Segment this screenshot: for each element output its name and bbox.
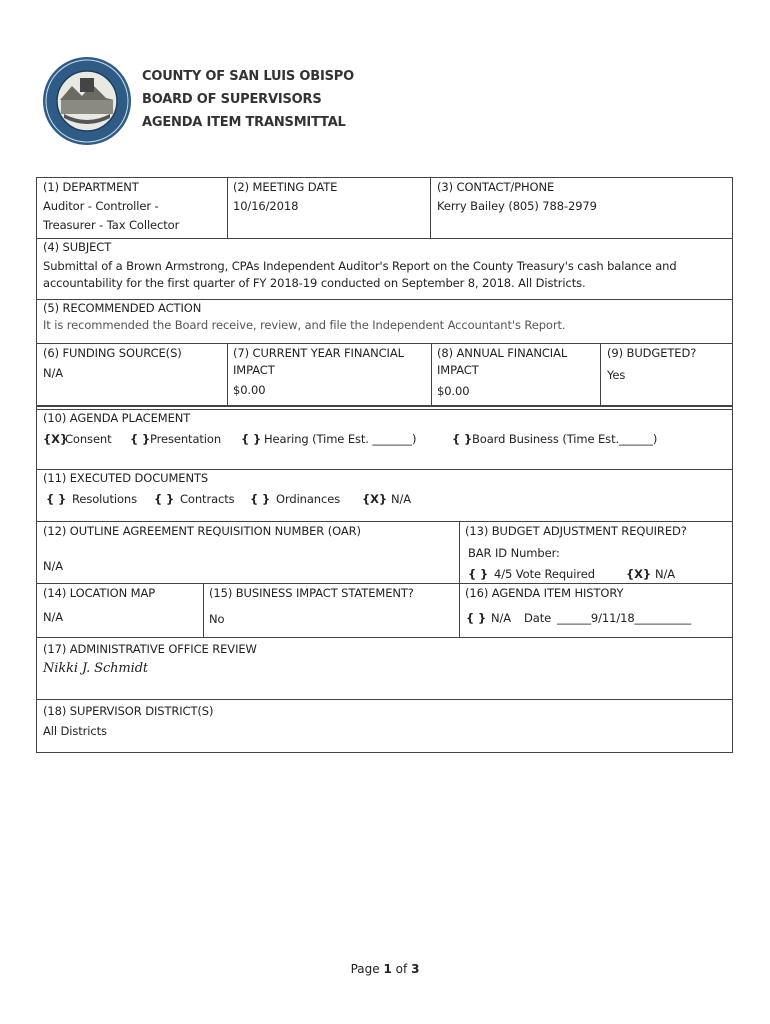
executed-documents-label: (11) EXECUTED DOCUMENTS xyxy=(43,471,209,485)
contracts-checkbox[interactable]: { } xyxy=(154,492,175,506)
vote-required-checkbox[interactable]: { } xyxy=(468,567,489,581)
current-year-impact-value: $0.00 xyxy=(233,383,266,397)
county-name: COUNTY OF SAN LUIS OBISPO xyxy=(142,69,354,84)
location-map-label: (14) LOCATION MAP xyxy=(43,586,156,600)
budgeted-value: Yes xyxy=(607,368,626,382)
subject-label: (4) SUBJECT xyxy=(43,240,112,254)
meeting-date-value: 10/16/2018 xyxy=(233,199,299,213)
resolutions-checkbox[interactable]: { } xyxy=(46,492,67,506)
presentation-checkbox[interactable]: { } xyxy=(130,432,151,446)
agenda-history-checkbox[interactable]: { } xyxy=(466,611,487,625)
department-label: (1) DEPARTMENT xyxy=(43,180,139,194)
bar-id-label: BAR ID Number: xyxy=(468,546,560,560)
annual-impact-value: $0.00 xyxy=(437,384,470,398)
annual-impact-label: (8) ANNUAL FINANCIAL xyxy=(437,346,568,360)
funding-source-label: (6) FUNDING SOURCE(S) xyxy=(43,346,182,360)
location-map-value: N/A xyxy=(43,610,64,624)
presentation-label: Presentation xyxy=(150,432,222,446)
ordinances-label: Ordinances xyxy=(276,492,341,506)
consent-checkbox[interactable]: {X} xyxy=(43,432,68,446)
agenda-placement-label: (10) AGENDA PLACEMENT xyxy=(43,411,191,425)
page-total: 3 xyxy=(411,962,420,976)
hearing-label: Hearing (Time Est. _______) xyxy=(264,432,417,446)
agenda-history-label: (16) AGENDA ITEM HISTORY xyxy=(465,586,624,600)
resolutions-label: Resolutions xyxy=(72,492,137,506)
subject-line2: accountability for the first quarter of FY 2018-19 conducted on September 8, 2018. All Districts. xyxy=(43,276,586,290)
funding-source-value: N/A xyxy=(43,366,64,380)
ordinances-checkbox[interactable]: { } xyxy=(250,492,271,506)
admin-review-signature: Nikki J. Schmidt xyxy=(43,661,149,676)
contracts-label: Contracts xyxy=(180,492,235,506)
page-of: of xyxy=(395,962,408,976)
page-number: 1 xyxy=(383,962,392,976)
business-impact-value: No xyxy=(209,612,225,626)
business-impact-label: (15) BUSINESS IMPACT STATEMENT? xyxy=(209,586,414,600)
agenda-history-date-value: ______9/11/18__________ xyxy=(557,611,692,625)
page-prefix: Page xyxy=(350,962,380,976)
admin-review-label: (17) ADMINISTRATIVE OFFICE REVIEW xyxy=(43,642,257,656)
annual-impact-label-2: IMPACT xyxy=(437,363,479,377)
board-name: BOARD OF SUPERVISORS xyxy=(142,92,322,107)
board-business-checkbox[interactable]: { } xyxy=(452,432,473,446)
executed-na-checkbox[interactable]: {X} xyxy=(362,492,387,506)
document-title: AGENDA ITEM TRANSMITTAL xyxy=(142,115,346,130)
budgeted-label: (9) BUDGETED? xyxy=(607,346,697,360)
page-footer xyxy=(0,962,770,976)
county-seal xyxy=(42,56,132,146)
department-value-line1: Auditor - Controller - xyxy=(43,199,159,213)
contact-value: Kerry Bailey (805) 788-2979 xyxy=(437,199,597,213)
consent-label: Consent xyxy=(65,432,112,446)
contact-label: (3) CONTACT/PHONE xyxy=(437,180,555,194)
agenda-history-na: N/A xyxy=(491,611,512,625)
department-value-line2: Treasurer - Tax Collector xyxy=(43,218,180,232)
supervisor-districts-label: (18) SUPERVISOR DISTRICT(S) xyxy=(43,704,214,718)
recommended-action-label: (5) RECOMMENDED ACTION xyxy=(43,301,202,315)
executed-na-label: N/A xyxy=(391,492,412,506)
vote-required-label: 4/5 Vote Required xyxy=(494,567,595,581)
board-business-label: Board Business (Time Est.______) xyxy=(472,432,658,446)
meeting-date-label: (2) MEETING DATE xyxy=(233,180,338,194)
current-year-impact-label: (7) CURRENT YEAR FINANCIAL xyxy=(233,346,404,360)
current-year-impact-label-2: IMPACT xyxy=(233,363,275,377)
oar-label: (12) OUTLINE AGREEMENT REQUISITION NUMBER (OAR) xyxy=(43,524,361,538)
subject-line1: Submittal of a Brown Armstrong, CPAs Independent Auditor's Report on the County Treasury's cash balance and xyxy=(43,259,677,273)
budget-na-label: N/A xyxy=(655,567,676,581)
supervisor-districts-value: All Districts xyxy=(43,724,107,738)
agenda-history-date-label: Date xyxy=(524,611,552,625)
hearing-checkbox[interactable]: { } xyxy=(241,432,262,446)
budget-na-checkbox[interactable]: {X} xyxy=(626,567,651,581)
recommended-action-value: It is recommended the Board receive, review, and file the Independent Accountant's Report. xyxy=(43,318,566,332)
budget-adjustment-label: (13) BUDGET ADJUSTMENT REQUIRED? xyxy=(465,524,687,538)
oar-value: N/A xyxy=(43,559,64,573)
